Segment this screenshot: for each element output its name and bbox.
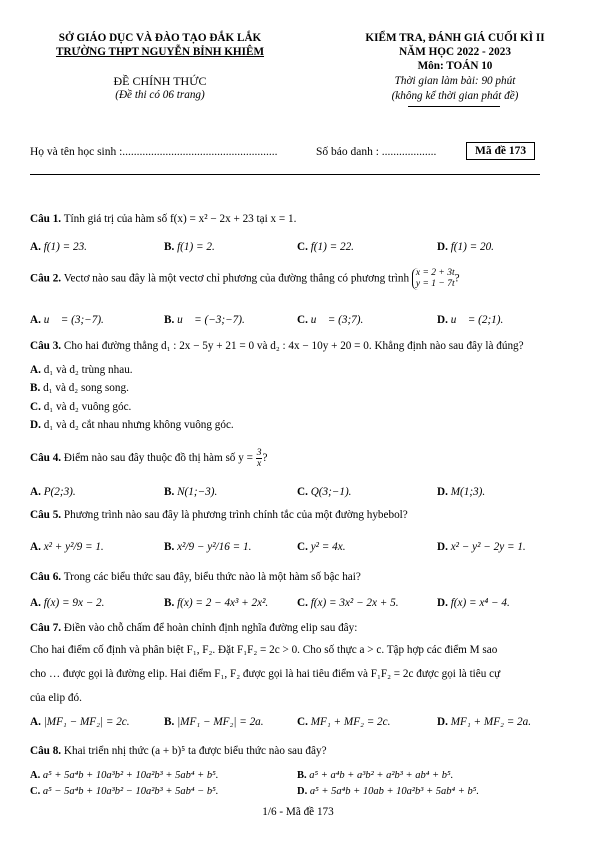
student-name-field: Họ và tên học sinh :...................................................... bbox=[30, 146, 278, 158]
q1-option-c: C. f(1) = 22. bbox=[297, 241, 354, 253]
q7-option-a: A. |MF₁ − MF₂| = 2c. bbox=[30, 716, 130, 728]
q3-option-c: C. d₁ và d₂ vuông góc. bbox=[30, 401, 132, 413]
subject: Môn: TOÁN 10 bbox=[417, 60, 493, 72]
header-underline bbox=[408, 106, 500, 107]
official-label: ĐỀ CHÍNH THỨC bbox=[113, 74, 207, 88]
question-4: Câu 4. Điểm nào sau đây thuộc đồ thị hàm số y = $\frac{3}{x}$ ? bbox=[30, 448, 268, 469]
q4-option-a: A. P(2;3). bbox=[30, 486, 76, 498]
school-year: NĂM HỌC 2022 - 2023 bbox=[399, 46, 511, 58]
q7-body-line-2: cho … được gọi là đường elip. Hai điểm F₁, F₂ được gọi là hai tiêu điểm và F₁F₂ = 2c được gọi là tiêu cự bbox=[30, 668, 501, 680]
q7-body-line-1: Cho hai điểm cố định và phân biệt F₁, F₂. Đặt F₁F₂ = 2c > 0. Cho số thực a > c. Tập hợp các điểm M sao bbox=[30, 644, 498, 656]
q5-option-a: A. x² + y²/9 = 1. bbox=[30, 541, 104, 553]
school-name: TRƯỜNG THPT NGUYỄN BỈNH KHIÊM bbox=[55, 46, 265, 58]
question-7: Câu 7. Điền vào chỗ chấm để hoàn chỉnh định nghĩa đường elip sau đây: bbox=[30, 622, 358, 634]
q6-option-b: B. f(x) = 2 − 4x³ + 2x². bbox=[164, 597, 269, 609]
q5-option-d: D. x² − y² − 2y = 1. bbox=[437, 541, 526, 553]
q8-option-b: B. a⁵ + a⁴b + a³b² + a²b³ + ab⁴ + b⁵. bbox=[297, 770, 454, 781]
student-id-field: Số báo danh : ................... bbox=[316, 146, 437, 158]
q1-option-a: A. f(1) = 23. bbox=[30, 241, 87, 253]
q1-option-b: B. f(1) = 2. bbox=[164, 241, 215, 253]
exam-time-note: (không kể thời gian phát đề) bbox=[391, 90, 519, 102]
q1-option-d: D. f(1) = 20. bbox=[437, 241, 494, 253]
q6-option-a: A. f(x) = 9x − 2. bbox=[30, 597, 105, 609]
q4-fraction: $\frac{3}{x}$ bbox=[256, 448, 262, 469]
q8-option-c: C. a⁵ − 5a⁴b + 10a³b² − 10a²b³ + 5ab⁴ − b⁵. bbox=[30, 786, 219, 797]
q4-option-b: B. N(1;−3). bbox=[164, 486, 218, 498]
q2-option-d: D. u⃗ = (2;1). bbox=[437, 314, 504, 326]
q5-option-b: B. x²/9 − y²/16 = 1. bbox=[164, 541, 252, 553]
q8-option-d: D. a⁵ + 5a⁴b + 10ab + 10a²b³ + 5ab⁴ + b⁵. bbox=[297, 786, 480, 797]
exam-time: Thời gian làm bài: 90 phút bbox=[394, 75, 516, 87]
q7-option-d: D. MF₁ + MF₂ = 2a. bbox=[437, 716, 532, 728]
q7-option-c: C. MF₁ + MF₂ = 2c. bbox=[297, 716, 391, 728]
q3-option-a: A. d₁ và d₂ trùng nhau. bbox=[30, 364, 133, 376]
pages-note: (Đề thi có 06 trang) bbox=[115, 89, 205, 101]
q7-option-b: B. |MF₁ − MF₂| = 2a. bbox=[164, 716, 264, 728]
q5-option-c: C. y² = 4x. bbox=[297, 541, 346, 553]
q6-option-d: D. f(x) = x⁴ − 4. bbox=[437, 597, 510, 609]
question-5: Câu 5. Phương trình nào sau đây là phương trình chính tắc của một đường hybebol? bbox=[30, 509, 408, 521]
page-footer: 1/6 - Mã đề 173 bbox=[262, 806, 334, 818]
question-3: Câu 3. Cho hai đường thẳng d₁ : 2x − 5y + 21 = 0 và d₂ : 4x − 10y + 20 = 0. Khẳng định nào sau đây là đúng? bbox=[30, 340, 524, 352]
q8-option-a: A. a⁵ + 5a⁴b + 10a³b² + 10a²b³ + 5ab⁴ + b⁵. bbox=[30, 770, 219, 781]
divider bbox=[30, 174, 540, 175]
q6-option-c: C. f(x) = 3x² − 2x + 5. bbox=[297, 597, 399, 609]
department-name: SỞ GIÁO DỤC VÀ ĐÀO TẠO ĐẮK LẮK bbox=[58, 32, 262, 44]
question-6: Câu 6. Trong các biểu thức sau đây, biểu thức nào là một hàm số bậc hai? bbox=[30, 571, 361, 583]
q2-option-c: C. u⃗ = (3;7). bbox=[297, 314, 364, 326]
question-8: Câu 8. Khai triển nhị thức (a + b)⁵ ta được biểu thức nào sau đây? bbox=[30, 745, 327, 757]
q4-option-d: D. M(1;3). bbox=[437, 486, 486, 498]
q3-option-b: B. d₁ và d₂ song song. bbox=[30, 382, 129, 394]
exam-code-box: Mã đề 173 bbox=[466, 142, 535, 160]
q7-body-line-3: của elip đó. bbox=[30, 692, 82, 704]
q2-equation-system: x = 2 + 3t y = 1 − 7t bbox=[412, 268, 455, 290]
q2-option-a: A. u⃗ = (3;−7). bbox=[30, 314, 104, 326]
q2-option-b: B. u⃗ = (−3;−7). bbox=[164, 314, 245, 326]
question-1: Câu 1. Tính giá trị của hàm số f(x) = x² − 2x + 23 tại x = 1. bbox=[30, 213, 297, 225]
q4-option-c: C. Q(3;−1). bbox=[297, 486, 352, 498]
exam-title: KIỂM TRA, ĐÁNH GIÁ CUỐI KÌ II bbox=[365, 32, 545, 44]
q3-option-d: D. d₁ và d₂ cắt nhau nhưng không vuông góc. bbox=[30, 419, 234, 431]
question-2: Câu 2. Vectơ nào sau đây là một vectơ chỉ phương của đường thẳng có phương trình x = 2 + 3t y = 1 − 7t ? bbox=[30, 268, 460, 289]
